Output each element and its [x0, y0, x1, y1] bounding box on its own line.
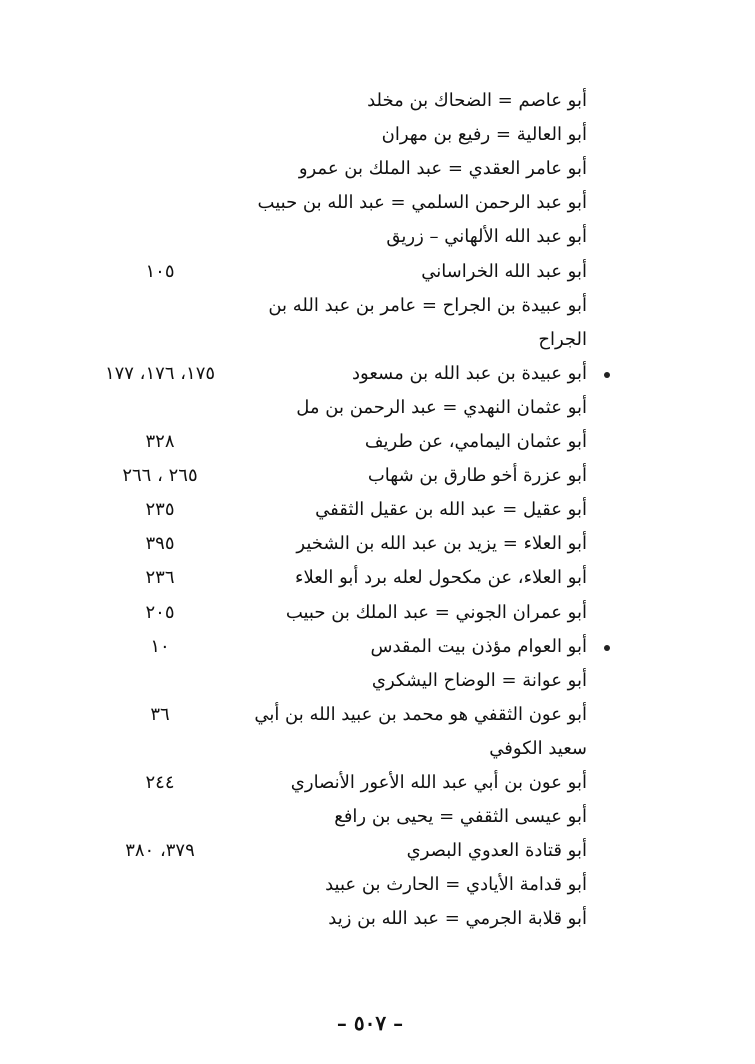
entry-name: أبو العالية = رفيع بن مهران [381, 124, 587, 146]
index-entry [0, 664, 755, 698]
entry-name: أبو عبد الرحمن السلمي = عبد الله بن حبيب [257, 192, 587, 214]
index-entry [0, 152, 755, 186]
entry-name: أبو عبد الله الألهاني – زريق [386, 226, 587, 248]
entry-name: أبو عون الثقفي هو محمد بن عبيد الله بن أبي [254, 703, 587, 725]
entry-name: أبو عوانة = الوضاح اليشكري [371, 669, 587, 691]
index-entry [0, 902, 755, 936]
entry-pages: ١٧٥، ١٧٦، ١٧٧ [104, 362, 216, 384]
entry-name: أبو عيسى الثقفي = يحيى بن رافع [334, 806, 587, 828]
index-entry [0, 698, 755, 732]
entry-name: أبو عبيدة بن الجراح = عامر بن عبد الله بن [268, 294, 587, 316]
index-entry [0, 732, 755, 766]
index-entry [0, 868, 755, 902]
entry-name: أبو عبيدة بن عبد الله بن مسعود [352, 362, 587, 384]
entry-pages: ٢٦٥ ، ٢٦٦ [122, 465, 198, 487]
index-entry [0, 527, 755, 561]
bullet-marker [604, 372, 610, 378]
entry-name: أبو قدامة الأيادي = الحارث بن عبيد [325, 874, 587, 896]
entry-pages: ٢٣٥ [145, 499, 175, 521]
entry-name: الجراح [538, 328, 587, 350]
entry-pages: ١٠ [150, 635, 170, 657]
entry-name: أبو عقيل = عبد الله بن عقيل الثقفي [315, 499, 587, 521]
index-entry [0, 834, 755, 868]
index-entry [0, 84, 755, 118]
entry-pages: ٢٤٤ [145, 772, 175, 793]
index-entry [0, 459, 755, 493]
index-entry [0, 323, 755, 357]
index-entry [0, 561, 755, 595]
index-entry [0, 289, 755, 323]
entry-name: أبو العوام مؤذن بيت المقدس [370, 635, 587, 657]
entry-pages: ٣٩٥ [145, 533, 175, 555]
entry-pages: ٢٠٥ [145, 601, 175, 623]
index-entry [0, 800, 755, 834]
entry-name: أبو عاصم = الضحاك بن مخلد [367, 90, 587, 111]
entry-name: أبو قلابة الجرمي = عبد الله بن زيد [328, 908, 587, 930]
index-entry [0, 630, 755, 664]
bullet-marker [604, 645, 610, 651]
entry-name: أبو قتادة العدوي البصري [406, 840, 587, 862]
entry-name: أبو العلاء = يزيد بن عبد الله بن الشخير [296, 533, 587, 555]
entry-pages: ١٠٥ [145, 260, 175, 282]
entry-pages: ٣٢٨ [145, 431, 175, 452]
entry-name: أبو عبد الله الخراساني [421, 260, 587, 282]
index-entry [0, 425, 755, 459]
entry-pages: ٣٦ [150, 703, 170, 725]
entry-name: سعيد الكوفي [489, 737, 587, 759]
entry-pages: ٣٧٩، ٣٨٠ [125, 840, 195, 862]
index-entry [0, 118, 755, 152]
index-entry [0, 255, 755, 289]
index-entry [0, 186, 755, 220]
entry-pages: ٢٣٦ [145, 567, 175, 589]
entry-name: أبو عزرة أخو طارق بن شهاب [367, 465, 587, 487]
entry-name: أبو عون بن أبي عبد الله الأعور الأنصاري [290, 772, 587, 793]
entry-name: أبو عثمان النهدي = عبد الرحمن بن مل [296, 396, 587, 418]
index-entry [0, 357, 755, 391]
entry-name: أبو العلاء، عن مكحول لعله برد أبو العلاء [295, 567, 587, 589]
page-number: – ٥٠٧ – [336, 1011, 404, 1035]
entry-name: أبو عامر العقدي = عبد الملك بن عمرو [298, 158, 587, 180]
index-entry [0, 391, 755, 425]
index-entry [0, 596, 755, 630]
entry-name: أبو عمران الجوني = عبد الملك بن حبيب [285, 601, 587, 623]
index-entry [0, 220, 755, 254]
entry-name: أبو عثمان اليمامي، عن طريف [364, 431, 587, 452]
index-entry [0, 493, 755, 527]
index-entry [0, 766, 755, 800]
